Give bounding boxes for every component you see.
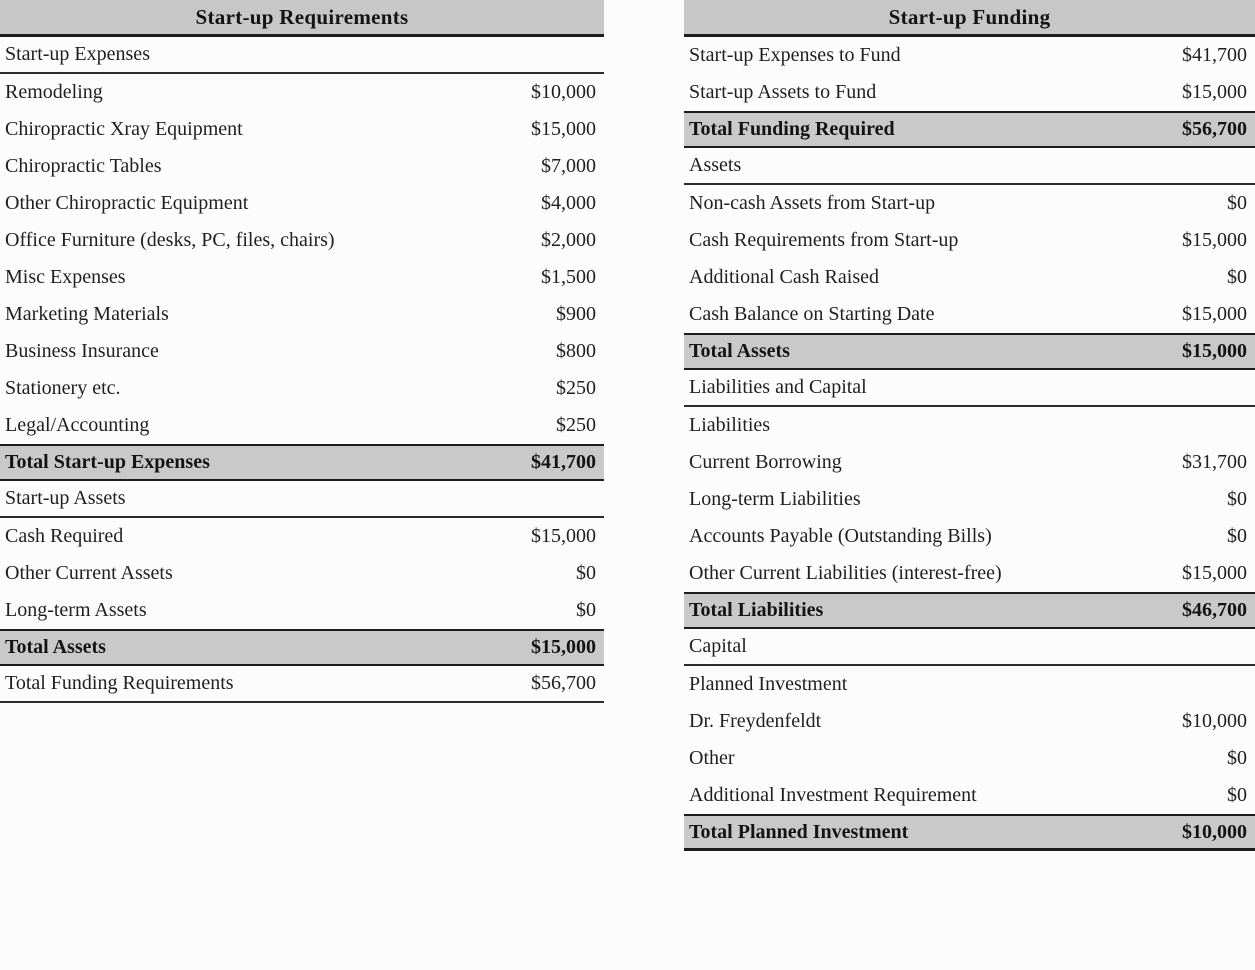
- row-label: Planned Investment: [689, 673, 848, 695]
- row-label: Total Assets: [689, 340, 790, 362]
- row-value: $250: [556, 414, 596, 436]
- table-row: [684, 740, 1255, 777]
- row-value: $56,700: [1182, 118, 1247, 140]
- row-label: Total Funding Required: [689, 118, 895, 140]
- table-row: [684, 296, 1255, 333]
- row-value: $15,000: [1182, 81, 1247, 103]
- table-row: [0, 222, 604, 259]
- table-row: [0, 629, 604, 666]
- row-label: Legal/Accounting: [5, 414, 150, 436]
- row-label: Cash Balance on Starting Date: [689, 303, 935, 325]
- row-value: $0: [1227, 192, 1247, 214]
- row-value: $15,000: [1182, 340, 1247, 362]
- row-value: $15,000: [531, 525, 596, 547]
- row-label: Start-up Assets to Fund: [689, 81, 877, 103]
- table-row: [684, 185, 1255, 222]
- table-row: [0, 111, 604, 148]
- row-value: $0: [1227, 747, 1247, 769]
- row-value: $2,000: [541, 229, 596, 251]
- row-label: Liabilities and Capital: [689, 376, 867, 398]
- row-label: Misc Expenses: [5, 266, 126, 288]
- table-row: [684, 37, 1255, 74]
- row-label: Long-term Assets: [5, 599, 147, 621]
- row-value: $15,000: [531, 118, 596, 140]
- table-row: [684, 74, 1255, 111]
- table-rows: [684, 37, 1255, 851]
- row-label: Total Planned Investment: [689, 820, 909, 843]
- table-row: [684, 518, 1255, 555]
- row-value: $0: [1227, 266, 1247, 288]
- row-value: $0: [1227, 525, 1247, 547]
- table-row: [0, 370, 604, 407]
- row-value: $56,700: [531, 672, 596, 694]
- table-row: [0, 333, 604, 370]
- table-row: [684, 703, 1255, 740]
- table-row: [684, 629, 1255, 666]
- row-value: $31,700: [1182, 451, 1247, 473]
- table-row: [684, 777, 1255, 814]
- table-title: Start-up Requirements: [0, 0, 604, 37]
- table-row: [0, 296, 604, 333]
- table-rows: [0, 37, 604, 703]
- row-label: Accounts Payable (Outstanding Bills): [689, 525, 992, 547]
- row-value: $15,000: [1182, 303, 1247, 325]
- table-row: [684, 592, 1255, 629]
- row-value: $15,000: [1182, 562, 1247, 584]
- table-row: [0, 74, 604, 111]
- row-value: $0: [1227, 784, 1247, 806]
- table-row: [684, 222, 1255, 259]
- table-row: [684, 370, 1255, 407]
- row-value: $10,000: [1182, 710, 1247, 732]
- row-label: Other Current Liabilities (interest-free): [689, 562, 1002, 584]
- row-label: Start-up Assets: [5, 487, 126, 509]
- row-label: Non-cash Assets from Start-up: [689, 192, 936, 214]
- row-label: Total Liabilities: [689, 599, 824, 621]
- table-row: [0, 444, 604, 481]
- startup-funding-table: [684, 0, 1255, 851]
- row-label: Liabilities: [689, 414, 771, 436]
- table-row: [684, 259, 1255, 296]
- row-label: Other Current Assets: [5, 562, 173, 584]
- table-row: [0, 407, 604, 444]
- table-row: [684, 444, 1255, 481]
- table-row: [0, 259, 604, 296]
- row-label: Start-up Expenses: [5, 43, 150, 65]
- row-label: Current Borrowing: [689, 451, 842, 473]
- row-value: $10,000: [1182, 820, 1247, 843]
- row-value: $15,000: [1182, 229, 1247, 251]
- table-row: [0, 518, 604, 555]
- row-label: Cash Required: [5, 525, 124, 547]
- row-value: $900: [556, 303, 596, 325]
- row-value: $4,000: [541, 192, 596, 214]
- table-row: [684, 481, 1255, 518]
- table-title: Start-up Funding: [684, 0, 1255, 37]
- row-value: $0: [576, 562, 596, 584]
- row-value: $7,000: [541, 155, 596, 177]
- row-label: Chiropractic Xray Equipment: [5, 118, 243, 140]
- row-label: Dr. Freydenfeldt: [689, 710, 822, 732]
- row-value: $15,000: [531, 636, 596, 658]
- table-row: [684, 666, 1255, 703]
- row-label: Total Assets: [5, 636, 106, 658]
- row-label: Total Start-up Expenses: [5, 451, 210, 473]
- row-label: Cash Requirements from Start-up: [689, 229, 959, 251]
- row-value: $800: [556, 340, 596, 362]
- row-value: $41,700: [531, 451, 596, 473]
- row-label: Office Furniture (desks, PC, files, chairs): [5, 229, 335, 251]
- row-label: Stationery etc.: [5, 377, 121, 399]
- row-label: Chiropractic Tables: [5, 155, 162, 177]
- startup-requirements-table: [0, 0, 604, 703]
- table-row: [684, 555, 1255, 592]
- row-label: Total Funding Requirements: [5, 672, 234, 694]
- row-label: Assets: [689, 154, 742, 176]
- table-row: [0, 148, 604, 185]
- row-value: $10,000: [531, 81, 596, 103]
- table-row: [0, 37, 604, 74]
- table-row: [0, 592, 604, 629]
- table-row: [684, 407, 1255, 444]
- row-label: Capital: [689, 635, 747, 657]
- row-label: Start-up Expenses to Fund: [689, 44, 901, 66]
- row-label: Long-term Liabilities: [689, 488, 861, 510]
- row-label: Other: [689, 747, 735, 769]
- table-row: [684, 814, 1255, 851]
- table-row: [684, 111, 1255, 148]
- row-label: Additional Investment Requirement: [689, 784, 977, 806]
- table-row: [684, 333, 1255, 370]
- row-value: $250: [556, 377, 596, 399]
- row-value: $0: [576, 599, 596, 621]
- table-row: [0, 666, 604, 703]
- row-label: Business Insurance: [5, 340, 159, 362]
- row-label: Remodeling: [5, 81, 103, 103]
- row-value: $0: [1227, 488, 1247, 510]
- table-row: [684, 148, 1255, 185]
- table-row: [0, 185, 604, 222]
- row-label: Other Chiropractic Equipment: [5, 192, 249, 214]
- row-value: $46,700: [1182, 599, 1247, 621]
- table-row: [0, 481, 604, 518]
- row-value: $1,500: [541, 266, 596, 288]
- row-label: Additional Cash Raised: [689, 266, 879, 288]
- row-value: $41,700: [1182, 44, 1247, 66]
- table-row: [0, 555, 604, 592]
- row-label: Marketing Materials: [5, 303, 169, 325]
